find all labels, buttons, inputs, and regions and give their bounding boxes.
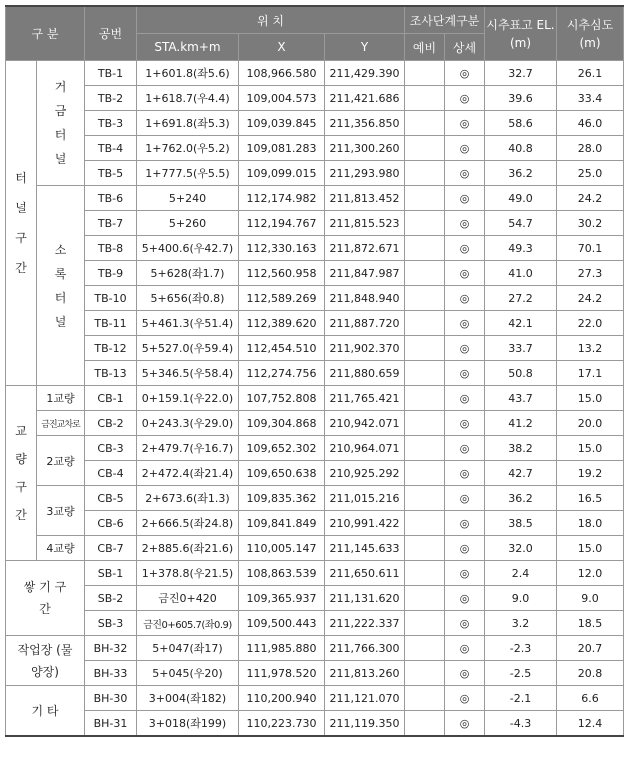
cell-id: TB-8 <box>85 236 137 261</box>
cell-x: 112,560.958 <box>239 261 325 286</box>
table-row <box>6 311 624 336</box>
cell-depth: 18.5 <box>557 611 624 636</box>
cell-el: 58.6 <box>485 111 557 136</box>
cell-prelim <box>405 186 445 211</box>
subgroup-bridge-1: 1교량 <box>37 386 85 411</box>
table-row <box>6 211 624 236</box>
cell-x: 108,863.539 <box>239 561 325 586</box>
cell-id: BH-31 <box>85 711 137 737</box>
cell-x: 110,200.940 <box>239 686 325 711</box>
cell-prelim <box>405 236 445 261</box>
header-location: 위 치 <box>137 6 405 34</box>
cell-depth: 27.3 <box>557 261 624 286</box>
group-fill <box>6 561 85 636</box>
cell-el: 41.2 <box>485 411 557 436</box>
cell-y: 210,964.071 <box>325 436 405 461</box>
cell-detail: ◎ <box>445 386 485 411</box>
header-survey: 조사단계구분 <box>405 6 485 34</box>
cell-sta: 2+673.6(좌1.3) <box>137 486 239 511</box>
cell-y: 211,847.987 <box>325 261 405 286</box>
table-row <box>6 236 624 261</box>
cell-el: 42.7 <box>485 461 557 486</box>
cell-id: TB-6 <box>85 186 137 211</box>
cell-depth: 16.5 <box>557 486 624 511</box>
cell-el: 49.0 <box>485 186 557 211</box>
cell-x: 109,039.845 <box>239 111 325 136</box>
cell-depth: 15.0 <box>557 436 624 461</box>
cell-detail: ◎ <box>445 86 485 111</box>
cell-el: 54.7 <box>485 211 557 236</box>
cell-prelim <box>405 436 445 461</box>
cell-prelim <box>405 386 445 411</box>
cell-sta: 1+762.0(우5.2) <box>137 136 239 161</box>
cell-id: BH-32 <box>85 636 137 661</box>
cell-sta: 0+159.1(우22.0) <box>137 386 239 411</box>
cell-prelim <box>405 611 445 636</box>
cell-id: BH-30 <box>85 686 137 711</box>
cell-prelim <box>405 461 445 486</box>
cell-prelim <box>405 661 445 686</box>
cell-sta: 1+618.7(우4.4) <box>137 86 239 111</box>
cell-depth: 9.0 <box>557 586 624 611</box>
cell-prelim <box>405 411 445 436</box>
cell-detail: ◎ <box>445 711 485 737</box>
cell-depth: 6.6 <box>557 686 624 711</box>
table-row <box>6 461 624 486</box>
header-x: X <box>239 34 325 61</box>
cell-x: 112,589.269 <box>239 286 325 311</box>
cell-detail: ◎ <box>445 361 485 386</box>
group-bridge <box>6 386 37 561</box>
cell-detail: ◎ <box>445 261 485 286</box>
cell-y: 211,222.337 <box>325 611 405 636</box>
cell-depth: 25.0 <box>557 161 624 186</box>
cell-detail: ◎ <box>445 436 485 461</box>
cell-el: 27.2 <box>485 286 557 311</box>
header-prelim: 예비 <box>405 34 445 61</box>
cell-detail: ◎ <box>445 336 485 361</box>
cell-y: 211,815.523 <box>325 211 405 236</box>
cell-detail: ◎ <box>445 661 485 686</box>
cell-y: 211,765.421 <box>325 386 405 411</box>
cell-depth: 12.0 <box>557 561 624 586</box>
cell-sta: 금진0+605.7(좌0.9) <box>137 611 239 636</box>
cell-detail: ◎ <box>445 136 485 161</box>
table-row <box>6 611 624 636</box>
cell-y: 211,145.633 <box>325 536 405 561</box>
cell-y: 210,991.422 <box>325 511 405 536</box>
cell-el: 39.6 <box>485 86 557 111</box>
cell-sta: 2+885.6(좌21.6) <box>137 536 239 561</box>
table-row <box>6 686 624 711</box>
cell-detail: ◎ <box>445 311 485 336</box>
cell-y: 210,925.292 <box>325 461 405 486</box>
cell-id: SB-1 <box>85 561 137 586</box>
cell-depth: 13.2 <box>557 336 624 361</box>
cell-depth: 15.0 <box>557 536 624 561</box>
cell-x: 112,454.510 <box>239 336 325 361</box>
cell-sta: 0+243.3(우29.0) <box>137 411 239 436</box>
cell-id: CB-4 <box>85 461 137 486</box>
cell-el: 38.2 <box>485 436 557 461</box>
cell-id: TB-4 <box>85 136 137 161</box>
cell-prelim <box>405 511 445 536</box>
cell-depth: 20.7 <box>557 636 624 661</box>
subgroup-bridge-4: 4교량 <box>37 536 85 561</box>
cell-sta: 1+601.8(좌5.6) <box>137 61 239 86</box>
table-row <box>6 561 624 586</box>
cell-prelim <box>405 61 445 86</box>
cell-y: 211,887.720 <box>325 311 405 336</box>
cell-prelim <box>405 686 445 711</box>
cell-detail: ◎ <box>445 511 485 536</box>
table-row <box>6 511 624 536</box>
cell-prelim <box>405 111 445 136</box>
group-fill-label: 쌓 기 구 간 <box>23 580 67 616</box>
group-yard-label: 작업장 (물양장) <box>17 642 73 679</box>
table-row <box>6 336 624 361</box>
subgroup-bridge-2: 2교량 <box>37 436 85 486</box>
cell-prelim <box>405 636 445 661</box>
cell-depth: 20.8 <box>557 661 624 686</box>
group-bridge-label: 교 량 구 간 <box>15 424 27 522</box>
cell-depth: 24.2 <box>557 286 624 311</box>
cell-depth: 28.0 <box>557 136 624 161</box>
cell-prelim <box>405 361 445 386</box>
cell-depth: 46.0 <box>557 111 624 136</box>
cell-x: 109,841.849 <box>239 511 325 536</box>
cell-el: 2.4 <box>485 561 557 586</box>
cell-x: 110,005.147 <box>239 536 325 561</box>
cell-x: 112,330.163 <box>239 236 325 261</box>
cell-x: 109,099.015 <box>239 161 325 186</box>
header-y: Y <box>325 34 405 61</box>
cell-sta: 1+378.8(우21.5) <box>137 561 239 586</box>
table-row <box>6 361 624 386</box>
cell-x: 109,081.283 <box>239 136 325 161</box>
cell-x: 109,004.573 <box>239 86 325 111</box>
cell-id: CB-1 <box>85 386 137 411</box>
group-tunnel-label: 터 널 구 간 <box>15 171 27 275</box>
group-other: 기 타 <box>6 686 85 737</box>
cell-sta: 1+691.8(좌5.3) <box>137 111 239 136</box>
cell-y: 211,015.216 <box>325 486 405 511</box>
table-row <box>6 386 624 411</box>
cell-detail: ◎ <box>445 686 485 711</box>
cell-y: 211,766.300 <box>325 636 405 661</box>
cell-sta: 금진0+420 <box>137 586 239 611</box>
cell-depth: 24.2 <box>557 186 624 211</box>
header-sta: STA.km+m <box>137 34 239 61</box>
cell-prelim <box>405 586 445 611</box>
cell-detail: ◎ <box>445 561 485 586</box>
table-row <box>6 186 624 211</box>
table-row <box>6 61 624 86</box>
cell-el: 32.0 <box>485 536 557 561</box>
cell-id: CB-2 <box>85 411 137 436</box>
cell-detail: ◎ <box>445 61 485 86</box>
cell-prelim <box>405 161 445 186</box>
cell-depth: 17.1 <box>557 361 624 386</box>
cell-sta: 5+400.6(우42.7) <box>137 236 239 261</box>
cell-sta: 5+240 <box>137 186 239 211</box>
cell-id: TB-1 <box>85 61 137 86</box>
cell-x: 108,966.580 <box>239 61 325 86</box>
cell-id: CB-7 <box>85 536 137 561</box>
cell-prelim <box>405 711 445 737</box>
cell-x: 112,389.620 <box>239 311 325 336</box>
cell-prelim <box>405 486 445 511</box>
cell-detail: ◎ <box>445 236 485 261</box>
cell-sta: 5+461.3(우51.4) <box>137 311 239 336</box>
cell-prelim <box>405 536 445 561</box>
cell-y: 211,880.659 <box>325 361 405 386</box>
cell-el: -2.1 <box>485 686 557 711</box>
cell-el: 43.7 <box>485 386 557 411</box>
cell-detail: ◎ <box>445 486 485 511</box>
cell-depth: 22.0 <box>557 311 624 336</box>
cell-id: CB-6 <box>85 511 137 536</box>
table-row <box>6 486 624 511</box>
cell-depth: 33.4 <box>557 86 624 111</box>
cell-id: BH-33 <box>85 661 137 686</box>
group-tunnel <box>6 61 37 386</box>
cell-depth: 70.1 <box>557 236 624 261</box>
table-row <box>6 136 624 161</box>
cell-id: TB-7 <box>85 211 137 236</box>
cell-id: SB-3 <box>85 611 137 636</box>
cell-detail: ◎ <box>445 411 485 436</box>
cell-detail: ◎ <box>445 611 485 636</box>
cell-el: 49.3 <box>485 236 557 261</box>
cell-y: 211,902.370 <box>325 336 405 361</box>
cell-prelim <box>405 261 445 286</box>
cell-id: CB-3 <box>85 436 137 461</box>
cell-y: 211,293.980 <box>325 161 405 186</box>
subgroup-sorok <box>37 186 85 386</box>
cell-sta: 3+018(좌199) <box>137 711 239 737</box>
cell-id: TB-10 <box>85 286 137 311</box>
cell-el: 3.2 <box>485 611 557 636</box>
cell-x: 111,978.520 <box>239 661 325 686</box>
table-row <box>6 261 624 286</box>
cell-y: 211,872.671 <box>325 236 405 261</box>
cell-y: 211,356.850 <box>325 111 405 136</box>
cell-id: CB-5 <box>85 486 137 511</box>
header-detail: 상세 <box>445 34 485 61</box>
cell-prelim <box>405 336 445 361</box>
header-depth-text: 시추심도 (m) <box>566 17 614 50</box>
table-row <box>6 661 624 686</box>
subgroup-sorok-label: 소 록 터 널 <box>54 242 67 329</box>
cell-x: 111,985.880 <box>239 636 325 661</box>
cell-sta: 5+628(좌1.7) <box>137 261 239 286</box>
subgroup-bridge-3: 3교량 <box>37 486 85 536</box>
borehole-location-table <box>5 5 624 737</box>
cell-detail: ◎ <box>445 461 485 486</box>
cell-y: 211,848.940 <box>325 286 405 311</box>
cell-depth: 15.0 <box>557 386 624 411</box>
cell-x: 109,650.638 <box>239 461 325 486</box>
cell-el: -2.3 <box>485 636 557 661</box>
cell-id: TB-12 <box>85 336 137 361</box>
cell-sta: 5+047(좌17) <box>137 636 239 661</box>
cell-detail: ◎ <box>445 536 485 561</box>
table-row <box>6 161 624 186</box>
cell-y: 210,942.071 <box>325 411 405 436</box>
cell-prelim <box>405 86 445 111</box>
cell-id: TB-11 <box>85 311 137 336</box>
subgroup-bridge-cross: 금진교차로 <box>37 411 85 436</box>
table-row <box>6 636 624 661</box>
subgroup-geogeum-label: 거 금 터 널 <box>54 80 67 166</box>
cell-el: -4.3 <box>485 711 557 737</box>
cell-sta: 5+656(좌0.8) <box>137 286 239 311</box>
cell-depth: 30.2 <box>557 211 624 236</box>
cell-id: TB-2 <box>85 86 137 111</box>
cell-depth: 26.1 <box>557 61 624 86</box>
header-elevation-text: 시추표고 EL.(m) <box>486 17 555 50</box>
cell-prelim <box>405 136 445 161</box>
cell-detail: ◎ <box>445 111 485 136</box>
cell-y: 211,421.686 <box>325 86 405 111</box>
cell-prelim <box>405 211 445 236</box>
cell-x: 109,304.868 <box>239 411 325 436</box>
cell-y: 211,119.350 <box>325 711 405 737</box>
cell-x: 112,194.767 <box>239 211 325 236</box>
cell-y: 211,131.620 <box>325 586 405 611</box>
cell-prelim <box>405 561 445 586</box>
cell-x: 109,500.443 <box>239 611 325 636</box>
table-row <box>6 586 624 611</box>
cell-el: 50.8 <box>485 361 557 386</box>
cell-detail: ◎ <box>445 586 485 611</box>
cell-prelim <box>405 286 445 311</box>
table-row <box>6 286 624 311</box>
cell-el: 36.2 <box>485 486 557 511</box>
cell-sta: 5+045(우20) <box>137 661 239 686</box>
header-hole: 공번 <box>85 6 137 61</box>
table-row <box>6 411 624 436</box>
table-row <box>6 86 624 111</box>
cell-el: 40.8 <box>485 136 557 161</box>
cell-x: 109,835.362 <box>239 486 325 511</box>
cell-id: TB-3 <box>85 111 137 136</box>
table-row <box>6 536 624 561</box>
cell-x: 112,274.756 <box>239 361 325 386</box>
cell-x: 110,223.730 <box>239 711 325 737</box>
cell-y: 211,121.070 <box>325 686 405 711</box>
table-row <box>6 436 624 461</box>
cell-depth: 20.0 <box>557 411 624 436</box>
cell-sta: 5+346.5(우58.4) <box>137 361 239 386</box>
cell-el: 42.1 <box>485 311 557 336</box>
cell-sta: 5+527.0(우59.4) <box>137 336 239 361</box>
cell-y: 211,429.390 <box>325 61 405 86</box>
cell-sta: 2+479.7(우16.7) <box>137 436 239 461</box>
cell-id: TB-5 <box>85 161 137 186</box>
cell-sta: 2+472.4(좌21.4) <box>137 461 239 486</box>
cell-detail: ◎ <box>445 211 485 236</box>
cell-detail: ◎ <box>445 636 485 661</box>
subgroup-geogeum <box>37 61 85 186</box>
header-elevation <box>485 6 557 61</box>
cell-id: TB-9 <box>85 261 137 286</box>
cell-el: 32.7 <box>485 61 557 86</box>
cell-sta: 3+004(좌182) <box>137 686 239 711</box>
cell-detail: ◎ <box>445 186 485 211</box>
cell-el: 38.5 <box>485 511 557 536</box>
header-depth <box>557 6 624 61</box>
cell-y: 211,650.611 <box>325 561 405 586</box>
cell-x: 112,174.982 <box>239 186 325 211</box>
cell-x: 109,365.937 <box>239 586 325 611</box>
cell-sta: 5+260 <box>137 211 239 236</box>
cell-x: 107,752.808 <box>239 386 325 411</box>
cell-el: 41.0 <box>485 261 557 286</box>
cell-detail: ◎ <box>445 161 485 186</box>
table-row <box>6 711 624 737</box>
cell-el: -2.5 <box>485 661 557 686</box>
cell-el: 9.0 <box>485 586 557 611</box>
cell-el: 36.2 <box>485 161 557 186</box>
cell-id: SB-2 <box>85 586 137 611</box>
cell-depth: 19.2 <box>557 461 624 486</box>
cell-depth: 18.0 <box>557 511 624 536</box>
cell-depth: 12.4 <box>557 711 624 737</box>
cell-y: 211,813.260 <box>325 661 405 686</box>
cell-y: 211,813.452 <box>325 186 405 211</box>
cell-sta: 1+777.5(우5.5) <box>137 161 239 186</box>
cell-sta: 2+666.5(좌24.8) <box>137 511 239 536</box>
cell-prelim <box>405 311 445 336</box>
table-row <box>6 111 624 136</box>
cell-el: 33.7 <box>485 336 557 361</box>
cell-x: 109,652.302 <box>239 436 325 461</box>
cell-id: TB-13 <box>85 361 137 386</box>
group-yard <box>6 636 85 686</box>
header-category: 구 분 <box>6 6 85 61</box>
cell-y: 211,300.260 <box>325 136 405 161</box>
cell-detail: ◎ <box>445 286 485 311</box>
borehole-table-wrapper <box>5 5 624 737</box>
